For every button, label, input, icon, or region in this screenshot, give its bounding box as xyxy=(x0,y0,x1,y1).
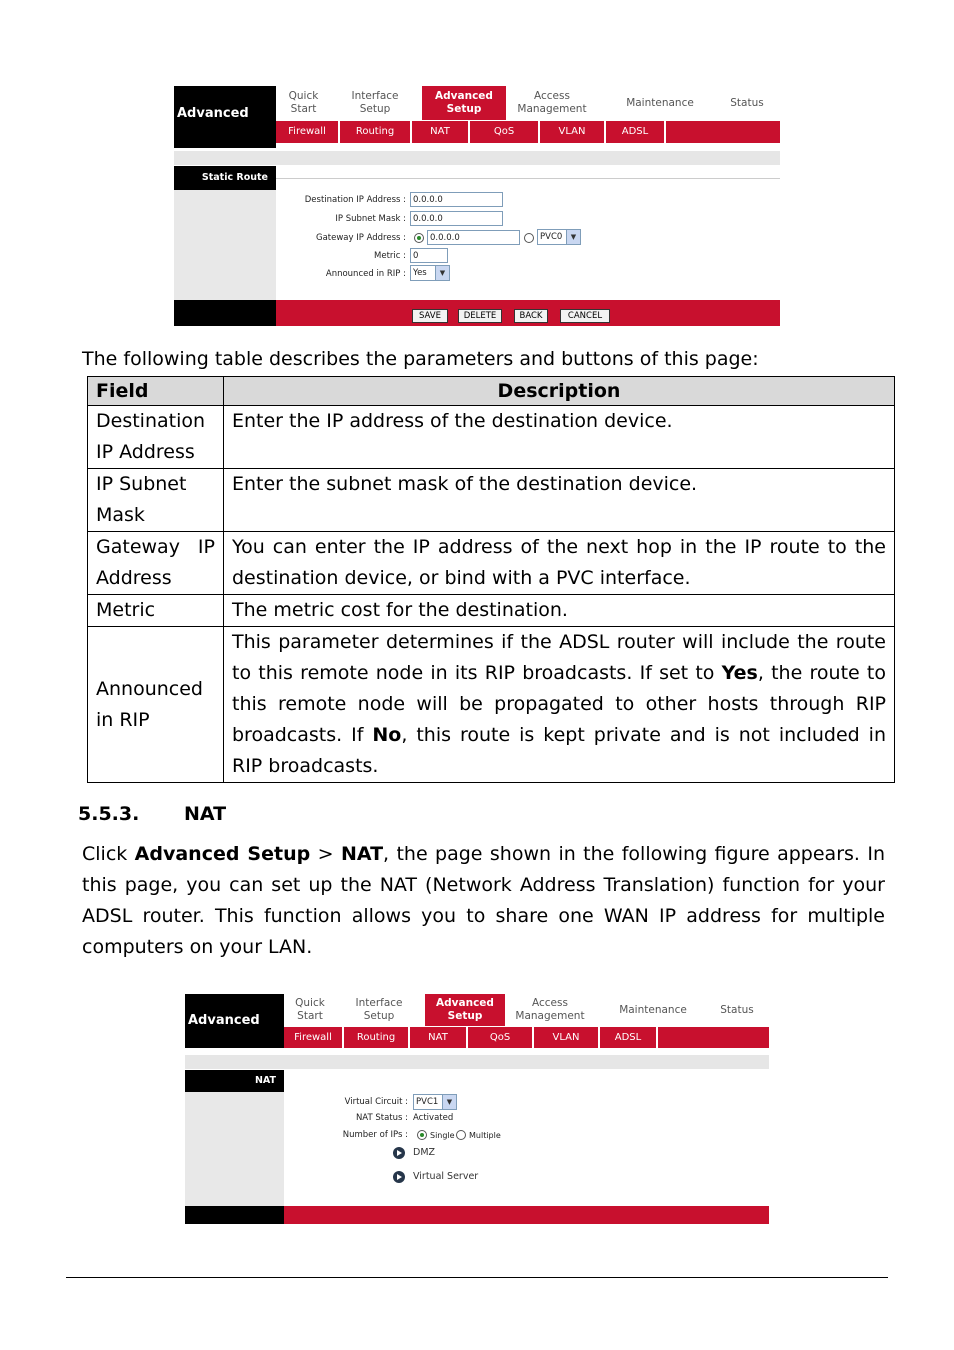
table-row xyxy=(88,532,895,595)
dest-ip-label: Destination IP Address : xyxy=(304,195,406,205)
cancel-button[interactable]: CANCEL xyxy=(560,309,610,323)
description-cell: Enter the subnet mask of the destination device. xyxy=(224,469,895,532)
subnav-firewall[interactable]: Firewall xyxy=(284,1027,344,1048)
footer-bar xyxy=(284,1206,769,1224)
field-cell: Destination IP Address xyxy=(88,406,224,469)
para-text: , the page shown in the following figure appears. In this page, you can set up the NAT (Network Address Translation) function for your ADSL router. This function allows you to share one WAN IP address for multiple computers on your LAN. xyxy=(82,843,885,958)
field-cell: Metric xyxy=(88,595,224,627)
nav-status[interactable]: Status xyxy=(730,96,764,109)
gateway-ip-label: Gateway IP Address : xyxy=(315,233,406,243)
description-cell xyxy=(224,627,895,783)
rip-select[interactable] xyxy=(410,265,450,281)
desc-bold-yes: Yes xyxy=(721,662,758,684)
subnav-qos[interactable]: QoS xyxy=(470,121,540,143)
virtual-circuit-value: PVC1 xyxy=(416,1097,439,1107)
metric-label: Metric : xyxy=(374,251,406,261)
field-cell: Gateway IP Address xyxy=(88,532,224,595)
subnav-nat[interactable]: NAT xyxy=(412,121,470,143)
virtual-server-link[interactable]: Virtual Server xyxy=(413,1171,479,1182)
back-button[interactable]: BACK xyxy=(514,309,548,323)
section-title: NAT xyxy=(184,803,227,825)
nat-status-label: NAT Status : xyxy=(355,1113,408,1123)
table-row xyxy=(88,627,895,783)
intro-text: The following table describes the parameters and buttons of this page: xyxy=(82,348,759,370)
virtual-circuit-select[interactable] xyxy=(413,1094,457,1110)
gateway-ip-input[interactable]: 0.0.0.0 xyxy=(427,230,520,245)
field-cell: IP Subnet Mask xyxy=(88,469,224,532)
subnav-bar xyxy=(284,1027,769,1048)
rip-value: Yes xyxy=(413,268,427,278)
section-title: Static Route xyxy=(174,166,276,190)
single-label: Single xyxy=(430,1131,455,1140)
page-footer-rule xyxy=(66,1277,888,1278)
chevron-down-icon: ▼ xyxy=(435,266,449,280)
nav-advanced-setup[interactable]: Advanced Setup xyxy=(422,86,506,120)
subnav-adsl[interactable]: ADSL xyxy=(606,121,666,143)
nat-status-value: Activated xyxy=(413,1113,454,1123)
parameter-table xyxy=(87,376,895,783)
section-rule xyxy=(276,178,780,179)
nav-status[interactable]: Status xyxy=(720,1003,754,1016)
footer-left xyxy=(174,300,276,326)
subnav-nat[interactable]: NAT xyxy=(410,1027,468,1048)
gateway-pvc-radio[interactable] xyxy=(524,233,534,243)
table-row xyxy=(88,595,895,627)
rip-label: Announced in RIP : xyxy=(325,269,406,279)
nav-access-management[interactable]: Access Management xyxy=(517,90,587,115)
static-route-screenshot xyxy=(174,86,780,326)
section-number: 5.5.3. xyxy=(78,803,140,825)
single-radio[interactable] xyxy=(417,1130,427,1140)
num-ips-label: Number of IPs : xyxy=(342,1130,408,1140)
dest-ip-input[interactable]: 0.0.0.0 xyxy=(410,192,503,207)
subnet-mask-label: IP Subnet Mask : xyxy=(335,214,406,224)
dmz-link[interactable]: DMZ xyxy=(413,1147,436,1158)
para-bold: Advanced Setup xyxy=(134,843,311,865)
table-row xyxy=(88,469,895,532)
gateway-pvc-select[interactable] xyxy=(537,229,581,245)
nav-quick-start[interactable]: Quick Start xyxy=(295,997,325,1022)
chevron-down-icon: ▼ xyxy=(442,1095,456,1109)
subnav-bar xyxy=(276,121,780,143)
nav-interface-setup[interactable]: Interface Setup xyxy=(355,997,403,1022)
subnav-firewall[interactable]: Firewall xyxy=(276,121,340,143)
desc-bold-no: No xyxy=(372,724,402,746)
brand-logo: Advanced xyxy=(174,86,276,148)
save-button[interactable]: SAVE xyxy=(412,309,448,323)
multiple-radio[interactable] xyxy=(456,1130,466,1140)
field-cell: Announced in RIP xyxy=(88,627,224,783)
table-header-row xyxy=(88,377,895,406)
brand-logo: Advanced xyxy=(185,994,284,1048)
nat-screenshot xyxy=(185,994,769,1224)
chevron-down-icon: ▼ xyxy=(566,230,580,244)
gateway-ip-radio[interactable] xyxy=(414,233,424,243)
nav-maintenance[interactable]: Maintenance xyxy=(626,96,694,109)
nat-paragraph xyxy=(82,839,885,963)
gateway-pvc-value: PVC0 xyxy=(540,232,563,242)
header-field: Field xyxy=(88,377,224,406)
footer-left xyxy=(185,1206,284,1224)
metric-input[interactable]: 0 xyxy=(410,248,448,263)
arrow-right-icon xyxy=(393,1171,405,1183)
description-cell: You can enter the IP address of the next hop in the IP route to the destination device, or bind with a PVC interface. xyxy=(224,532,895,595)
para-text: Click xyxy=(82,843,135,865)
multiple-label: Multiple xyxy=(469,1131,501,1140)
subnav-qos[interactable]: QoS xyxy=(468,1027,534,1048)
description-cell: The metric cost for the destination. xyxy=(224,595,895,627)
desc-text: , the route to this remote node will be propagated to other hosts through RIP broadcasts. If xyxy=(232,662,886,746)
subnav-routing[interactable]: Routing xyxy=(344,1027,410,1048)
para-bold: NAT xyxy=(340,843,384,865)
para-text: > xyxy=(310,843,341,865)
subnet-mask-input[interactable]: 0.0.0.0 xyxy=(410,211,503,226)
subnav-routing[interactable]: Routing xyxy=(340,121,412,143)
header-description: Description xyxy=(224,377,895,406)
nav-advanced-setup[interactable]: Advanced Setup xyxy=(425,994,505,1026)
description-cell: Enter the IP address of the destination device. xyxy=(224,406,895,469)
nav-interface-setup[interactable]: Interface Setup xyxy=(351,90,399,115)
delete-button[interactable]: DELETE xyxy=(458,309,502,323)
subnav-vlan[interactable]: VLAN xyxy=(540,121,606,143)
nav-maintenance[interactable]: Maintenance xyxy=(619,1003,687,1016)
virtual-circuit-label: Virtual Circuit : xyxy=(344,1097,408,1107)
section-title: NAT xyxy=(185,1070,284,1092)
subnav-adsl[interactable]: ADSL xyxy=(600,1027,658,1048)
desc-text: , this route is kept private and is not included in RIP broadcasts. xyxy=(232,724,886,777)
desc-text: This parameter determines if the ADSL router will include the route to this remote node in its RIP broadcasts. If set to xyxy=(232,631,886,684)
spacer-bar xyxy=(185,1055,769,1069)
subnav-vlan[interactable]: VLAN xyxy=(534,1027,600,1048)
spacer-bar xyxy=(174,151,780,165)
table-row xyxy=(88,406,895,469)
nav-quick-start[interactable]: Quick Start xyxy=(288,90,319,115)
arrow-right-icon xyxy=(393,1147,405,1159)
nav-access-management[interactable]: Access Management xyxy=(515,997,585,1022)
